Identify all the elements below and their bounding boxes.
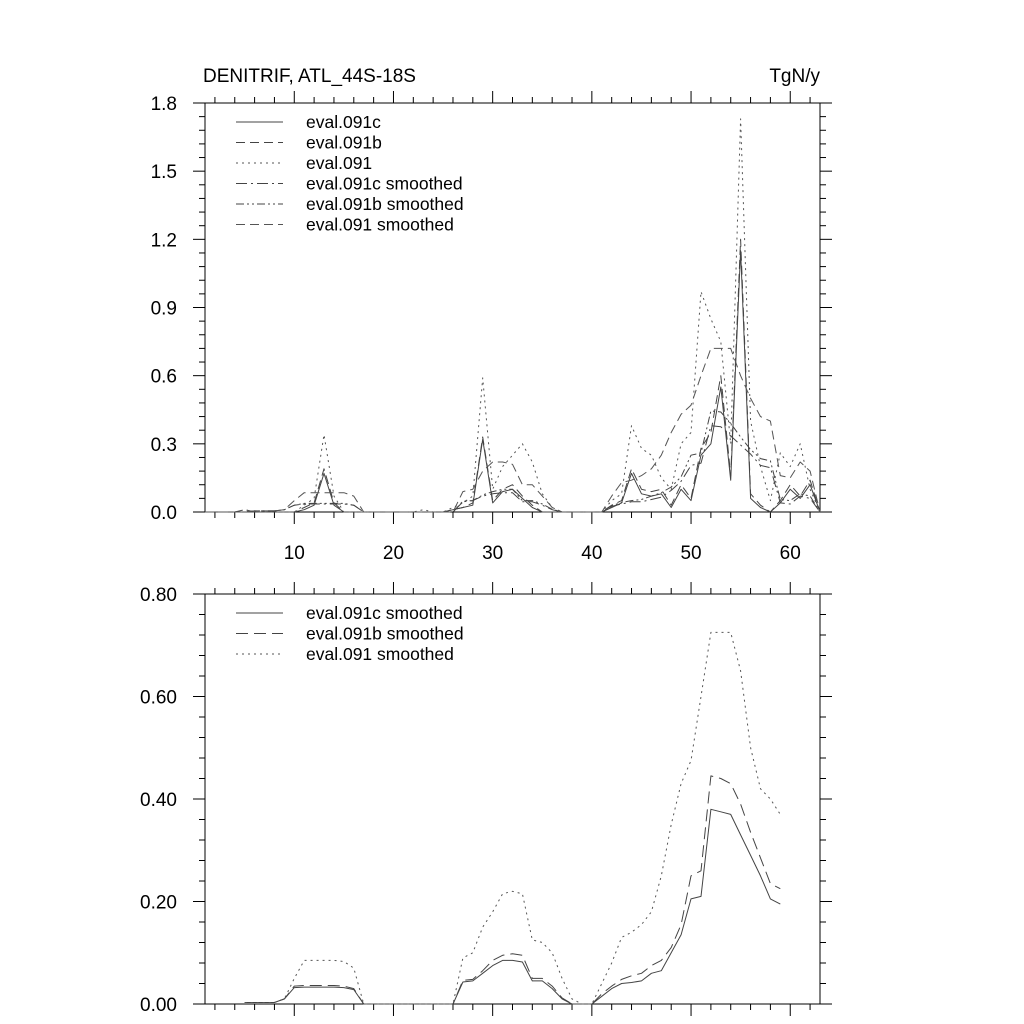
y-tick-label: 0.60 — [140, 687, 177, 709]
y-tick-label: 1.5 — [150, 162, 177, 184]
y-tick-label: 0.3 — [150, 434, 177, 456]
legend-label: eval.091 smoothed — [306, 214, 454, 235]
y-tick-label: 0.20 — [140, 892, 177, 914]
y-tick-label: 0.00 — [140, 995, 177, 1016]
legend-label: eval.091b smoothed — [306, 623, 464, 644]
series-line-eval-091c-smoothed — [245, 809, 781, 1004]
top-panel — [151, 66, 832, 564]
x-tick-label: 40 — [581, 543, 603, 564]
x-tick-label: 50 — [680, 543, 702, 564]
bottom-panel — [140, 582, 832, 1016]
legend-label: eval.091 smoothed — [306, 644, 454, 664]
series-line-eval-091c — [205, 251, 820, 512]
legend-label: eval.091c — [306, 112, 381, 132]
legend-label: eval.091c smoothed — [306, 603, 463, 623]
y-tick-label: 1.8 — [150, 94, 177, 115]
legend-label: eval.091b smoothed — [306, 194, 464, 214]
y-tick-label: 0.6 — [150, 366, 177, 388]
chart-title: DENITRIF, ATL_44S-18S — [203, 66, 416, 87]
plot-frame — [205, 594, 820, 1004]
series-line-eval-091b — [205, 239, 820, 512]
y-tick-label: 0.80 — [140, 585, 177, 606]
series-line-eval-091b-smoothed — [205, 411, 820, 512]
x-tick-label: 20 — [382, 543, 405, 564]
y-tick-label: 0.9 — [150, 298, 177, 320]
legend-label: eval.091 — [306, 153, 373, 173]
x-tick-label: 10 — [283, 543, 305, 564]
y-tick-label: 0.40 — [140, 790, 177, 811]
units-label: TgN/y — [769, 66, 820, 87]
y-tick-label: 0.0 — [150, 503, 177, 524]
series-line-eval-091-smoothed — [245, 632, 781, 1004]
y-tick-label: 1.2 — [150, 230, 177, 252]
x-tick-label: 30 — [482, 543, 504, 564]
series-line-eval-091-smoothed — [205, 348, 820, 512]
legend-label: eval.091b — [306, 132, 382, 153]
x-tick-label: 60 — [779, 543, 801, 564]
series-line-eval-091b-smoothed — [245, 776, 781, 1004]
series-line-eval-091c-smoothed — [205, 426, 820, 512]
legend-label: eval.091c smoothed — [306, 173, 463, 194]
